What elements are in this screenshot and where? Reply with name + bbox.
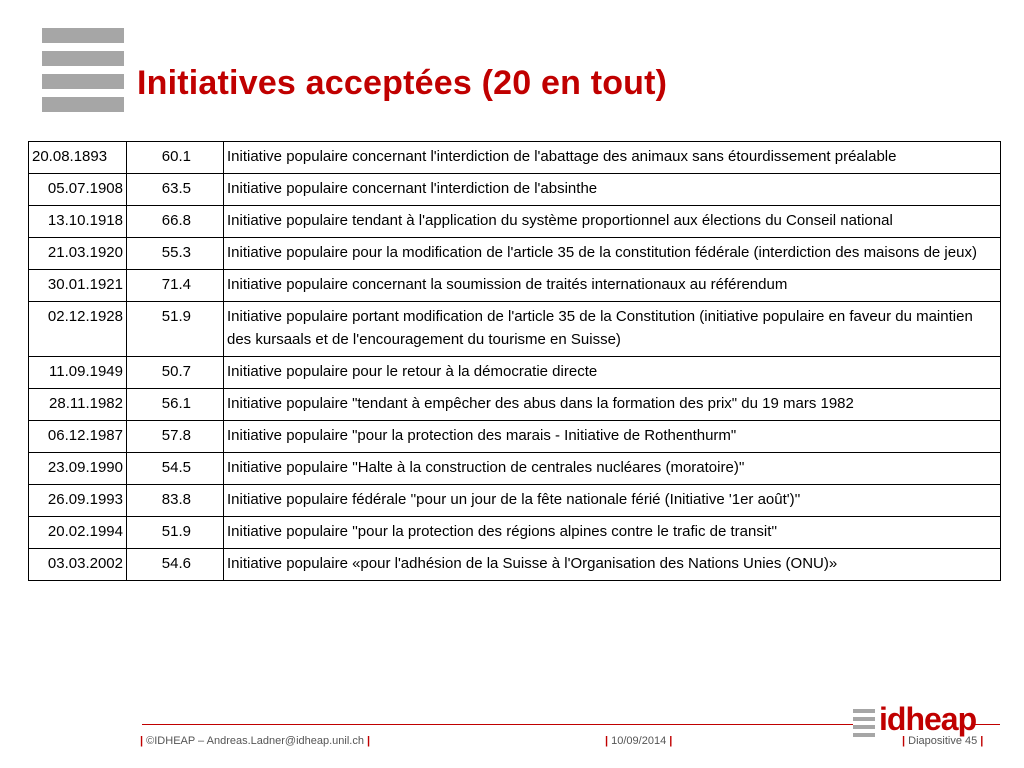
- slide-number-text: Diapositive 45: [908, 735, 978, 747]
- table-row: [29, 302, 1001, 357]
- description-cell: Initiative populaire ''pour la protection des régions alpines contre le trafic de transit'': [224, 517, 1001, 549]
- logo-bar: [42, 51, 124, 66]
- table-row: [29, 357, 1001, 389]
- percentage-cell: 71.4: [127, 270, 224, 302]
- description-cell: Initiative populaire «pour l'adhésion de la Suisse à l'Organisation des Nations Unies (ONU)»: [224, 549, 1001, 581]
- logo-bar: [42, 28, 124, 43]
- date-cell: 21.03.1920: [29, 238, 127, 270]
- table-row: [29, 174, 1001, 206]
- table-row: [29, 389, 1001, 421]
- slide-title: Initiatives acceptées (20 en tout): [137, 64, 668, 102]
- date-cell: 30.01.1921: [29, 270, 127, 302]
- percentage-cell: 66.8: [127, 206, 224, 238]
- logo-bar: [42, 74, 124, 89]
- description-cell: Initiative populaire fédérale ''pour un jour de la fête nationale férié (Initiative '1er août')'': [224, 485, 1001, 517]
- date-cell: 02.12.1928: [29, 302, 127, 357]
- table-body: [29, 142, 1001, 581]
- table-row: [29, 517, 1001, 549]
- table-row: [29, 142, 1001, 174]
- percentage-cell: 60.1: [127, 142, 224, 174]
- table-row: [29, 485, 1001, 517]
- table-row: [29, 238, 1001, 270]
- percentage-cell: 55.3: [127, 238, 224, 270]
- description-cell: Initiative populaire portant modification de l'article 35 de la Constitution (initiative populaire en faveur du maintien des kursaals et de l'encouragement du tourisme en Suisse): [224, 302, 1001, 357]
- description-cell: Initiative populaire concernant la soumission de traités internationaux au référendum: [224, 270, 1001, 302]
- date-cell: 05.07.1908: [29, 174, 127, 206]
- copyright-text: ©IDHEAP – Andreas.Ladner@idheap.unil.ch: [146, 735, 364, 747]
- description-cell: Initiative populaire pour la modification de l'article 35 de la constitution fédérale (interdiction des maisons de jeux): [224, 238, 1001, 270]
- percentage-cell: 51.9: [127, 302, 224, 357]
- logo-text: idheap: [879, 701, 977, 737]
- table-row: [29, 206, 1001, 238]
- footer-copyright: | ©IDHEAP – Andreas.Ladner@idheap.unil.ch |: [140, 735, 371, 747]
- description-cell: Initiative populaire "tendant à empêcher des abus dans la formation des prix" du 19 mars 1982: [224, 389, 1001, 421]
- date-cell: 06.12.1987: [29, 421, 127, 453]
- footer-date: | 10/09/2014 |: [605, 735, 673, 747]
- percentage-cell: 56.1: [127, 389, 224, 421]
- date-cell: 11.09.1949: [29, 357, 127, 389]
- description-cell: Initiative populaire "pour la protection des marais - Initiative de Rothenthurm": [224, 421, 1001, 453]
- date-cell: 28.11.1982: [29, 389, 127, 421]
- table-row: [29, 549, 1001, 581]
- description-cell: Initiative populaire concernant l'interdiction de l'abattage des animaux sans étourdissement préalable: [224, 142, 1001, 174]
- percentage-cell: 57.8: [127, 421, 224, 453]
- date-cell: 20.02.1994: [29, 517, 127, 549]
- table-row: [29, 453, 1001, 485]
- table-row: [29, 421, 1001, 453]
- percentage-cell: 54.5: [127, 453, 224, 485]
- description-cell: Initiative populaire ''Halte à la construction de centrales nucléares (moratoire)'': [224, 453, 1001, 485]
- percentage-cell: 50.7: [127, 357, 224, 389]
- footer-slide-number: | Diapositive 45 |: [902, 735, 984, 747]
- date-cell: 03.03.2002: [29, 549, 127, 581]
- date-text: 10/09/2014: [611, 735, 667, 747]
- header-logo-bars: [42, 28, 124, 120]
- initiatives-table: [28, 141, 1001, 581]
- description-cell: Initiative populaire concernant l'interdiction de l'absinthe: [224, 174, 1001, 206]
- percentage-cell: 63.5: [127, 174, 224, 206]
- percentage-cell: 83.8: [127, 485, 224, 517]
- percentage-cell: 51.9: [127, 517, 224, 549]
- logo-bar: [42, 97, 124, 112]
- date-cell: 20.08.1893: [29, 142, 127, 174]
- date-cell: 23.09.1990: [29, 453, 127, 485]
- description-cell: Initiative populaire tendant à l'application du système proportionnel aux élections du Conseil national: [224, 206, 1001, 238]
- percentage-cell: 54.6: [127, 549, 224, 581]
- date-cell: 13.10.1918: [29, 206, 127, 238]
- table-row: [29, 270, 1001, 302]
- description-cell: Initiative populaire pour le retour à la démocratie directe: [224, 357, 1001, 389]
- date-cell: 26.09.1993: [29, 485, 127, 517]
